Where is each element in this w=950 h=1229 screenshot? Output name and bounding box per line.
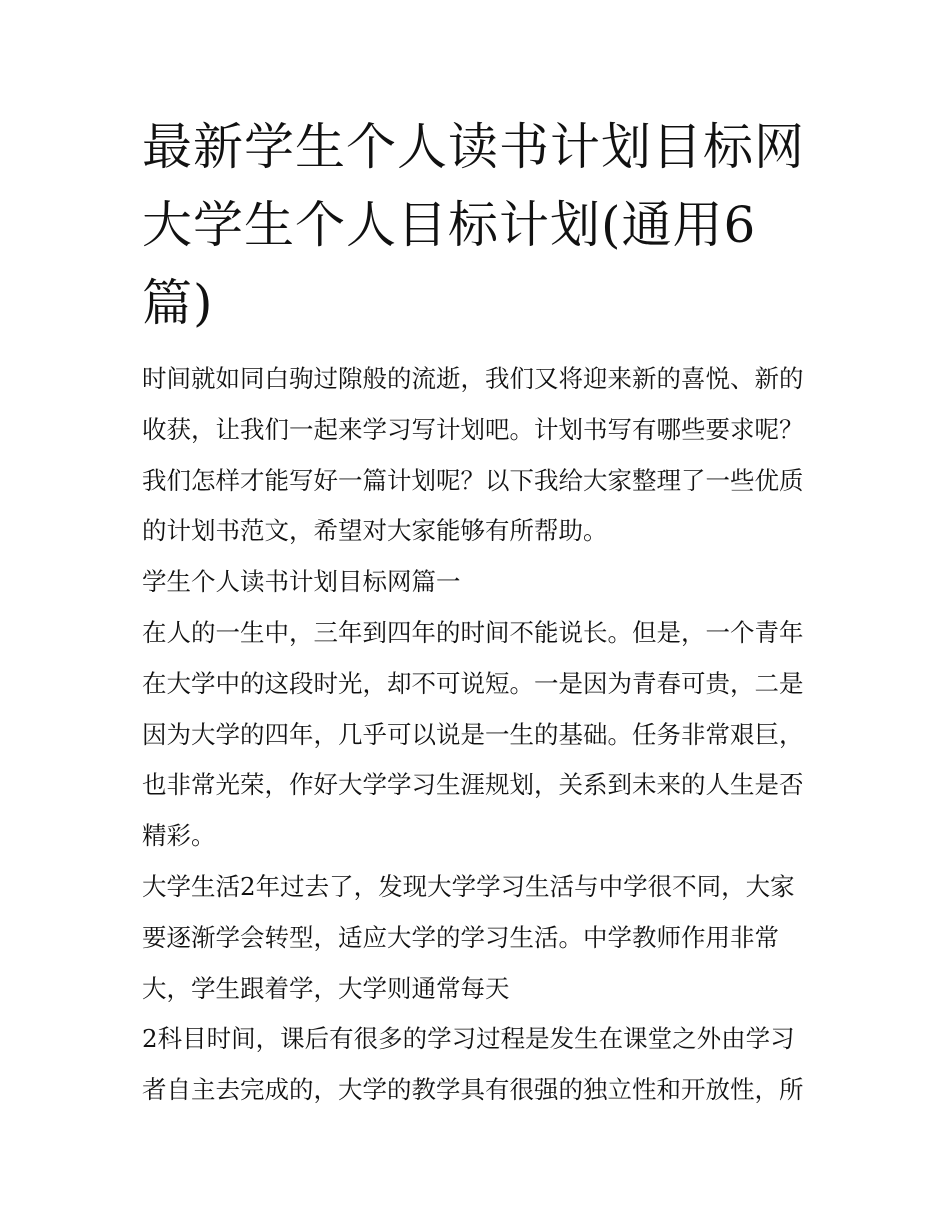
document-title: 最新学生个人读书计划目标网大学生个人目标计划(通用6篇) (142, 118, 805, 332)
section-heading: 学生个人读书计划目标网篇一 (142, 567, 461, 597)
body-paragraph: 在人的一生中，三年到四年的时间不能说长。但是，一个青年在大学中的这段时光，却不可说短。一是因为青春可贵，二是因为大学的四年，几乎可以说是一生的基础。任务非常艰巨，也非常光荣，作好大学学习生涯规划，关系到未来的人生是否精彩。 (142, 617, 804, 851)
intro-paragraph: 时间就如同白驹过隙般的流逝，我们又将迎来新的喜悦、新的收获，让我们一起来学习写计划吧。计划书写有哪些要求呢？我们怎样才能写好一篇计划呢？以下我给大家整理了一些优质的计划书范文，希望对大家能够有所帮助。 (142, 364, 804, 546)
body-paragraph: 2科目时间，课后有很多的学习过程是发生在课堂之外由学习者自主去完成的，大学的教学具有很强的独立性和开放性，所 (142, 1024, 804, 1105)
body-paragraph: 大学生活2年过去了，发现大学学习生活与中学很不同，大家要逐渐学会转型，适应大学的学习生活。中学教师作用非常大，学生跟着学，大学则通常每天 (142, 871, 795, 1003)
document-page (142, 108, 814, 1116)
